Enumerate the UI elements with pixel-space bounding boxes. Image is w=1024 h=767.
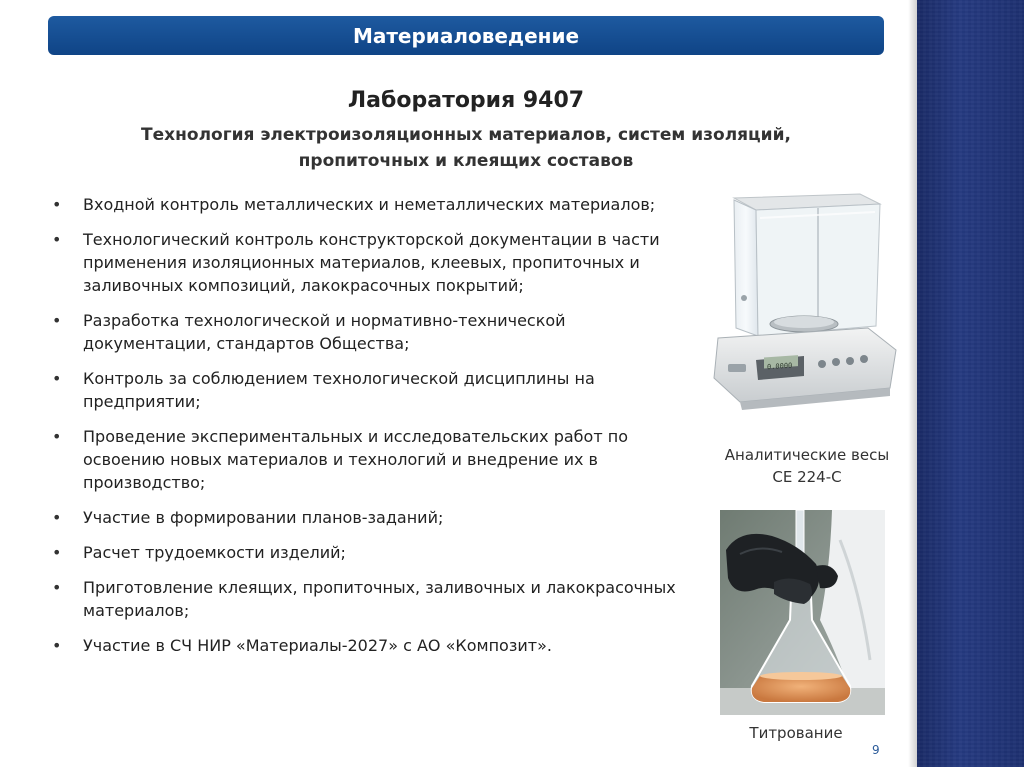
scales-caption-line-2: CE 224-C <box>772 468 842 486</box>
bullet-item: • Участие в СЧ НИР «Материалы-2027» с АО «Композит». <box>50 634 690 657</box>
bullet-item: • Расчет трудоемкости изделий; <box>50 541 690 564</box>
analytical-scales-image <box>700 188 900 412</box>
header-title: Материаловедение <box>352 23 580 48</box>
bullet-item: • Приготовление клеящих, пропиточных, заливочных и лакокрасочных материалов; <box>50 576 690 622</box>
bullet-item: • Технологический контроль конструкторской документации в части применения изоляционных материалов, клеевых, пропиточных и заливочных композиций, лакокрасочных покрытий; <box>50 228 690 297</box>
header-bar <box>48 16 884 55</box>
bullet-list <box>50 193 690 669</box>
side-decor-strip <box>917 0 1024 767</box>
subtitle-line-2: пропиточных и клеящих составов <box>298 151 634 171</box>
page-title: Лаборатория 9407 <box>347 88 585 113</box>
scales-caption-line-1: Аналитические весы <box>724 446 890 464</box>
page-number: 9 <box>872 743 880 757</box>
page-subtitle <box>60 122 872 174</box>
bullet-item: • Входной контроль металлических и неметаллических материалов; <box>50 193 690 216</box>
scales-display-readout: 0.0000 <box>767 361 793 372</box>
bullet-item: • Разработка технологической и нормативно-технической документации, стандартов Общества; <box>50 309 690 355</box>
titration-image <box>720 510 885 715</box>
bullet-item: • Проведение экспериментальных и исследовательских работ по освоению новых материалов и технологий и внедрение их в производство; <box>50 425 690 494</box>
subtitle-line-1: Технология электроизоляционных материалов, систем изоляций, <box>141 125 791 145</box>
bullet-item: • Участие в формировании планов-заданий; <box>50 506 690 529</box>
titration-caption: Титрование <box>749 724 843 742</box>
bullet-item: • Контроль за соблюдением технологической дисциплины на предприятии; <box>50 367 690 413</box>
scales-caption <box>700 444 914 488</box>
strip-texture <box>917 0 1024 767</box>
